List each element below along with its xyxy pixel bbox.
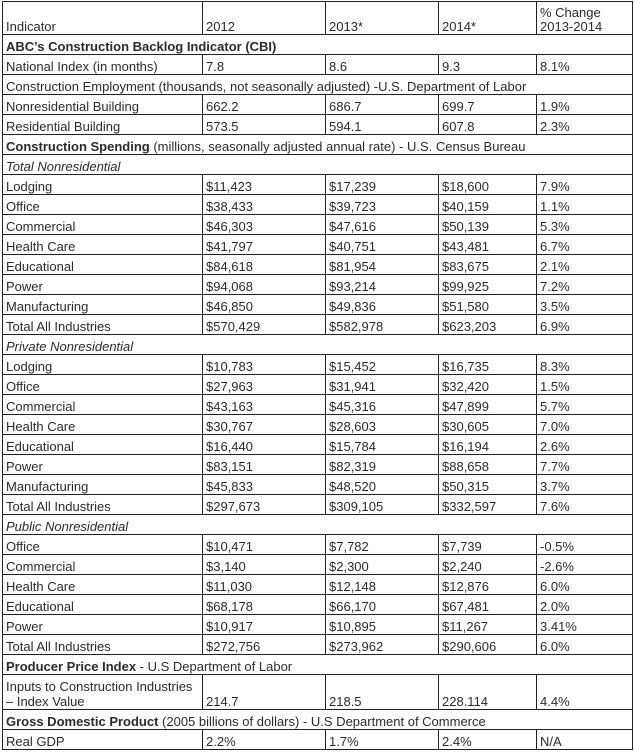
cell-label: Educational [3,595,203,615]
cell-value-2014: $32,420 [439,375,537,395]
table-row [3,275,633,295]
cell-label: Manufacturing [3,475,203,495]
employment-section-title: Construction Employment (thousands, not seasonally adjusted) -U.S. Department of Labor [3,75,633,95]
cell-label: Power [3,615,203,635]
cell-percent-change: 6.0% [537,575,633,595]
cell-value-2012: $68,178 [203,595,326,615]
table-row [3,475,633,495]
header-change-line1: % Change [540,5,601,20]
cell-percent-change: 2.3% [537,115,633,135]
cell-percent-change: 1.9% [537,95,633,115]
cell-value-2012: $43,163 [203,395,326,415]
private-nonresidential-row [3,335,633,355]
header-indicator: Indicator [3,2,203,35]
table-row [3,115,633,135]
ppi-section-row [3,655,633,675]
cell-value-2013: $40,751 [326,235,439,255]
table-row [3,255,633,275]
cell-value-2012: $11,423 [203,175,326,195]
cell-value-2012: 7.8 [203,55,326,75]
cell-label: Real GDP [3,730,203,750]
cell-value-2013: 218.5 [326,675,439,710]
cell-value-2013: $309,105 [326,495,439,515]
table-row [3,435,633,455]
cell-value-2012: $45,833 [203,475,326,495]
cell-percent-change: 7.0% [537,415,633,435]
spending-section-row [3,135,633,155]
cell-value-2014: $67,481 [439,595,537,615]
table-row [3,575,633,595]
table-row [3,375,633,395]
public-nonresidential-title: Public Nonresidential [6,519,129,534]
cell-label: Lodging [3,355,203,375]
cell-value-2013: $28,603 [326,415,439,435]
cell-percent-change: 6.7% [537,235,633,255]
cell-percent-change: 1.1% [537,195,633,215]
cell-value-2013: $45,316 [326,395,439,415]
cell-value-2014: 9.3 [439,55,537,75]
gdp-section-title-cell [3,710,633,730]
cell-label: Power [3,455,203,475]
cell-value-2013: $93,214 [326,275,439,295]
cell-value-2014: $30,605 [439,415,537,435]
cell-label: Nonresidential Building [3,95,203,115]
cell-value-2014: $12,876 [439,575,537,595]
cell-value-2014: $51,580 [439,295,537,315]
cell-value-2012: 2.2% [203,730,326,750]
cell-value-2014: $83,675 [439,255,537,275]
cell-value-2012: $297,673 [203,495,326,515]
cell-percent-change: 3.41% [537,615,633,635]
cell-percent-change: 4.4% [537,675,633,710]
header-percent-change [537,2,633,35]
cell-value-2012: 214.7 [203,675,326,710]
cell-value-2012: $27,963 [203,375,326,395]
cell-percent-change: -0.5% [537,535,633,555]
spending-section-title-cell [3,135,633,155]
cell-value-2014: $332,597 [439,495,537,515]
cell-label: Office [3,195,203,215]
cell-value-2012: $46,303 [203,215,326,235]
ppi-section-title-cell [3,655,633,675]
cell-label: Inputs to Construction Industries – Index Value [3,675,203,710]
cell-value-2014: $7,739 [439,535,537,555]
cell-value-2013: $48,520 [326,475,439,495]
cell-label: Health Care [3,235,203,255]
table-row [3,215,633,235]
cell-label: Lodging [3,175,203,195]
cell-value-2012: $30,767 [203,415,326,435]
cell-label: Total All Industries [3,495,203,515]
cell-label: Health Care [3,575,203,595]
cell-percent-change: 3.5% [537,295,633,315]
table-row [3,395,633,415]
cell-value-2012: $3,140 [203,555,326,575]
private-nonresidential-title: Private Nonresidential [6,339,134,354]
cell-value-2014: $2,240 [439,555,537,575]
cell-value-2014: $43,481 [439,235,537,255]
total-nonresidential-title-cell [3,155,633,175]
cell-value-2013: 594.1 [326,115,439,135]
cell-value-2013: $10,895 [326,615,439,635]
public-nonresidential-title-cell [3,515,633,535]
cell-value-2013: $17,239 [326,175,439,195]
cell-label: Commercial [3,215,203,235]
cell-value-2012: $94,068 [203,275,326,295]
employment-section-row [3,75,633,95]
table-row [3,55,633,75]
cell-percent-change: N/A [537,730,633,750]
header-2014: 2014* [439,2,537,35]
table-row [3,675,633,710]
cell-value-2014: 607.8 [439,115,537,135]
cell-value-2012: $10,917 [203,615,326,635]
cell-value-2013: $7,782 [326,535,439,555]
cell-value-2014: $290,606 [439,635,537,655]
table-row [3,235,633,255]
private-nonresidential-title-cell [3,335,633,355]
table-row [3,535,633,555]
cell-value-2012: $84,618 [203,255,326,275]
cell-label: Educational [3,435,203,455]
cell-label: Residential Building [3,115,203,135]
cell-value-2014: $50,139 [439,215,537,235]
cell-value-2013: $31,941 [326,375,439,395]
cell-value-2014: $18,600 [439,175,537,195]
gdp-section-row [3,710,633,730]
table-row [3,595,633,615]
cell-value-2013: 686.7 [326,95,439,115]
cell-percent-change: 6.9% [537,315,633,335]
cell-value-2014: 228.114 [439,675,537,710]
cell-value-2014: 699.7 [439,95,537,115]
total-nonresidential-row [3,155,633,175]
cell-percent-change: 8.1% [537,55,633,75]
cell-value-2013: 1.7% [326,730,439,750]
cell-percent-change: 2.0% [537,595,633,615]
gdp-section-desc: (2005 billions of dollars) - U.S Department of Commerce [158,714,486,729]
table-row [3,615,633,635]
cell-value-2013: $582,978 [326,315,439,335]
cell-value-2012: $38,433 [203,195,326,215]
cell-value-2014: $16,735 [439,355,537,375]
cell-value-2012: $16,440 [203,435,326,455]
cell-value-2014: $47,899 [439,395,537,415]
cell-percent-change: 1.5% [537,375,633,395]
table-row [3,295,633,315]
cell-value-2012: $272,756 [203,635,326,655]
edge-mark [632,234,633,246]
cell-percent-change: 2.6% [537,435,633,455]
cell-value-2013: $15,452 [326,355,439,375]
cell-value-2012: $46,850 [203,295,326,315]
cell-label: Total All Industries [3,635,203,655]
cell-percent-change: 7.9% [537,175,633,195]
cell-percent-change: 5.7% [537,395,633,415]
gdp-section-title: Gross Domestic Product [6,714,159,729]
cell-value-2014: $40,159 [439,195,537,215]
cell-value-2013: $47,616 [326,215,439,235]
cbi-section-title: ABC’s Construction Backlog Indicator (CBI) [6,39,277,54]
cell-value-2013: $82,319 [326,455,439,475]
cell-value-2012: $41,797 [203,235,326,255]
table-row [3,315,633,335]
cell-value-2013: $15,784 [326,435,439,455]
table-body [3,2,633,750]
cell-percent-change: 7.7% [537,455,633,475]
table-row [3,175,633,195]
public-nonresidential-row [3,515,633,535]
cell-value-2013: $66,170 [326,595,439,615]
cell-label: National Index (in months) [3,55,203,75]
cell-label: Office [3,375,203,395]
cell-value-2013: $39,723 [326,195,439,215]
cell-label: Manufacturing [3,295,203,315]
cell-value-2012: $83,151 [203,455,326,475]
cell-percent-change: 7.2% [537,275,633,295]
cbi-section-row [3,35,633,55]
table-row [3,495,633,515]
cell-value-2014: $99,925 [439,275,537,295]
table-row [3,415,633,435]
cell-value-2014: 2.4% [439,730,537,750]
cell-value-2013: $12,148 [326,575,439,595]
spending-section-desc: (millions, seasonally adjusted annual rate) - U.S. Census Bureau [149,139,526,154]
cell-value-2012: 573.5 [203,115,326,135]
construction-indicators-table [2,1,633,750]
table-row [3,95,633,115]
total-nonresidential-title: Total Nonresidential [6,159,121,174]
header-row [3,2,633,35]
cell-value-2013: $81,954 [326,255,439,275]
header-change-line2: 2013-2014 [540,19,603,34]
cbi-section-title-cell [3,35,633,55]
table-row [3,355,633,375]
cell-label: Educational [3,255,203,275]
cell-percent-change: 2.1% [537,255,633,275]
cell-value-2013: $2,300 [326,555,439,575]
cell-label: Power [3,275,203,295]
cell-value-2013: $273,962 [326,635,439,655]
cell-value-2013: $49,836 [326,295,439,315]
cell-value-2012: 662.2 [203,95,326,115]
cell-label: Commercial [3,395,203,415]
cell-label: Health Care [3,415,203,435]
cell-percent-change: 3.7% [537,475,633,495]
table-row [3,195,633,215]
header-2012: 2012 [203,2,326,35]
cell-percent-change: 5.3% [537,215,633,235]
ppi-section-desc: - U.S Department of Labor [136,659,293,674]
ppi-section-title: Producer Price Index [6,659,137,674]
cell-label: Office [3,535,203,555]
cell-value-2012: $10,471 [203,535,326,555]
header-2013: 2013* [326,2,439,35]
spending-section-title: Construction Spending [6,139,150,154]
table-row [3,555,633,575]
cell-value-2012: $570,429 [203,315,326,335]
cell-percent-change: -2.6% [537,555,633,575]
cell-value-2014: $50,315 [439,475,537,495]
cell-value-2014: $11,267 [439,615,537,635]
cell-label: Commercial [3,555,203,575]
cell-percent-change: 7.6% [537,495,633,515]
cell-value-2014: $16,194 [439,435,537,455]
cell-value-2012: $11,030 [203,575,326,595]
cell-value-2014: $88,658 [439,455,537,475]
table-row [3,730,633,750]
cell-value-2012: $10,783 [203,355,326,375]
cell-value-2014: $623,203 [439,315,537,335]
cell-percent-change: 8.3% [537,355,633,375]
cell-value-2013: 8.6 [326,55,439,75]
table-row [3,455,633,475]
cell-label: Total All Industries [3,315,203,335]
cell-percent-change: 6.0% [537,635,633,655]
table-row [3,635,633,655]
